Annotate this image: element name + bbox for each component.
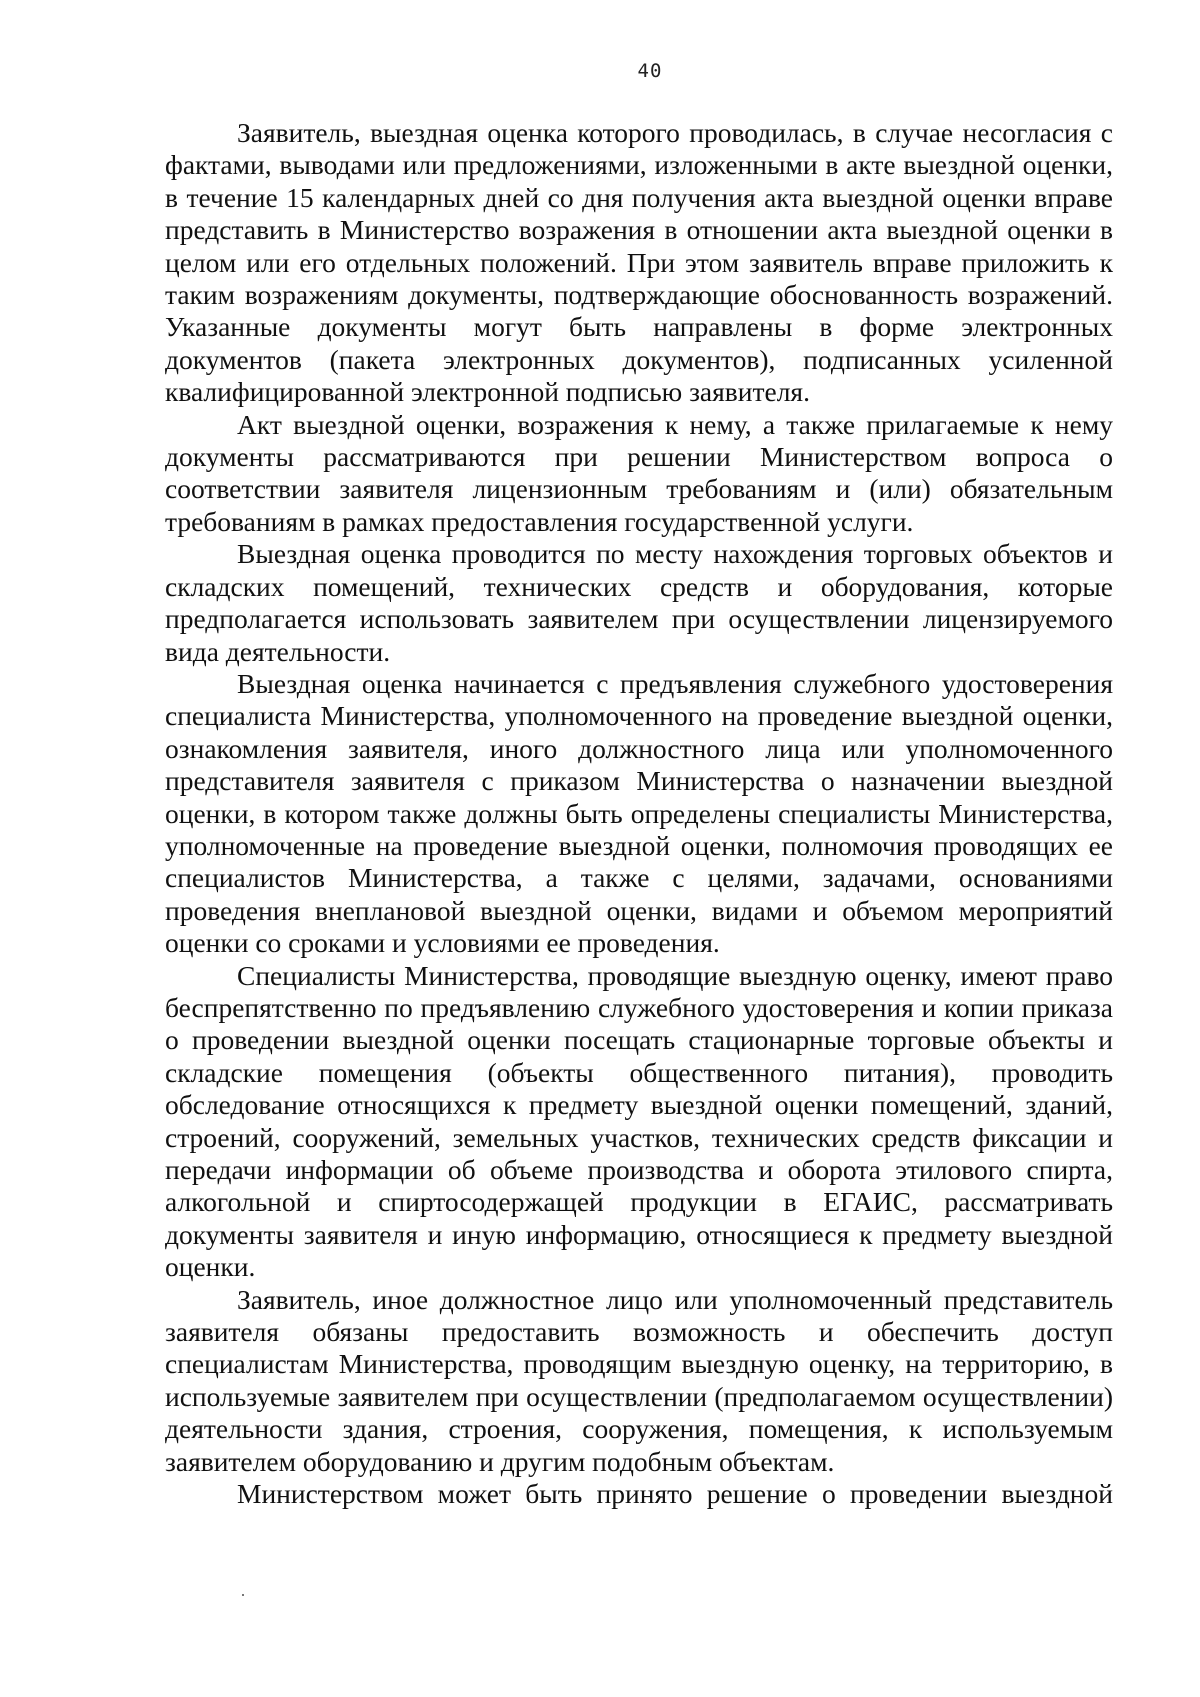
paragraph-applicant-obligations: Заявитель, иное должностное лицо или уполномоченный представитель заявителя обязаны предоставить возможность и обеспечить доступ специалистам Министерства, проводящим выездную оценку, на территорию, в используемые заявителем при осуществлении (предполагаемом осуществлении) деятельности здания, строения, сооружения, помещения, к используемым заявителем оборудованию и другим подобным объектам. [165,1283,1113,1477]
document-body [165,117,1113,1510]
scan-speck [242,1594,244,1596]
page-number: 40 [637,60,663,82]
paragraph-assessment-start: Выездная оценка начинается с предъявления служебного удостоверения специалиста Министерства, уполномоченного на проведение выездной оценки, ознакомления заявителя, иного должностного лица или уполномоченного представителя заявителя с приказом Министерства о назначении выездной оценки, в котором также должны быть определены специалисты Министерства, уполномоченные на проведение выездной оценки, полномочия проводящих ее специалистов Министерства, а также с целями, задачами, основаниями проведения внеплановой выездной оценки, видами и объемом мероприятий оценки со сроками и условиями ее проведения. [165,667,1113,959]
paragraph-specialist-rights: Специалисты Министерства, проводящие выездную оценку, имеют право беспрепятственно по предъявлению служебного удостоверения и копии приказа о проведении выездной оценки посещать стационарные торговые объекты и складские помещения (объекты общественного питания), проводить обследование относящихся к предмету выездной оценки помещений, зданий, строений, сооружений, земельных участков, технических средств фиксации и передачи информации об объеме производства и оборота этилового спирта, алкогольной и спиртосодержащей продукции в ЕГАИС, рассматривать документы заявителя и иную информацию, относящиеся к предмету выездной оценки. [165,959,1113,1283]
paragraph-assessment-location: Выездная оценка проводится по месту нахождения торговых объектов и складских помещений, технических средств и оборудования, которые предполагается использовать заявителем при осуществлении лицензируемого вида деятельности. [165,538,1113,667]
paragraph-ministry-decision: Министерством может быть принято решение о проведении выездной [237,1478,1113,1510]
paragraph-act-review: Акт выездной оценки, возражения к нему, а также прилагаемые к нему документы рассматриваются при решении Министерством вопроса о соответствии заявителя лицензионным требованиям и (или) обязательным требованиям в рамках предоставления государственной услуги. [165,408,1113,537]
paragraph-objection-rights: Заявитель, выездная оценка которого проводилась, в случае несогласия с фактами, выводами или предложениями, изложенными в акте выездной оценки, в течение 15 календарных дней со дня получения акта выездной оценки вправе представить в Министерство возражения в отношении акта выездной оценки в целом или его отдельных положений. При этом заявитель вправе приложить к таким возражениям документы, подтверждающие обоснованность возражений. Указанные документы могут быть направлены в форме электронных документов (пакета электронных документов), подписанных усиленной квалифицированной электронной подписью заявителя. [165,117,1113,408]
